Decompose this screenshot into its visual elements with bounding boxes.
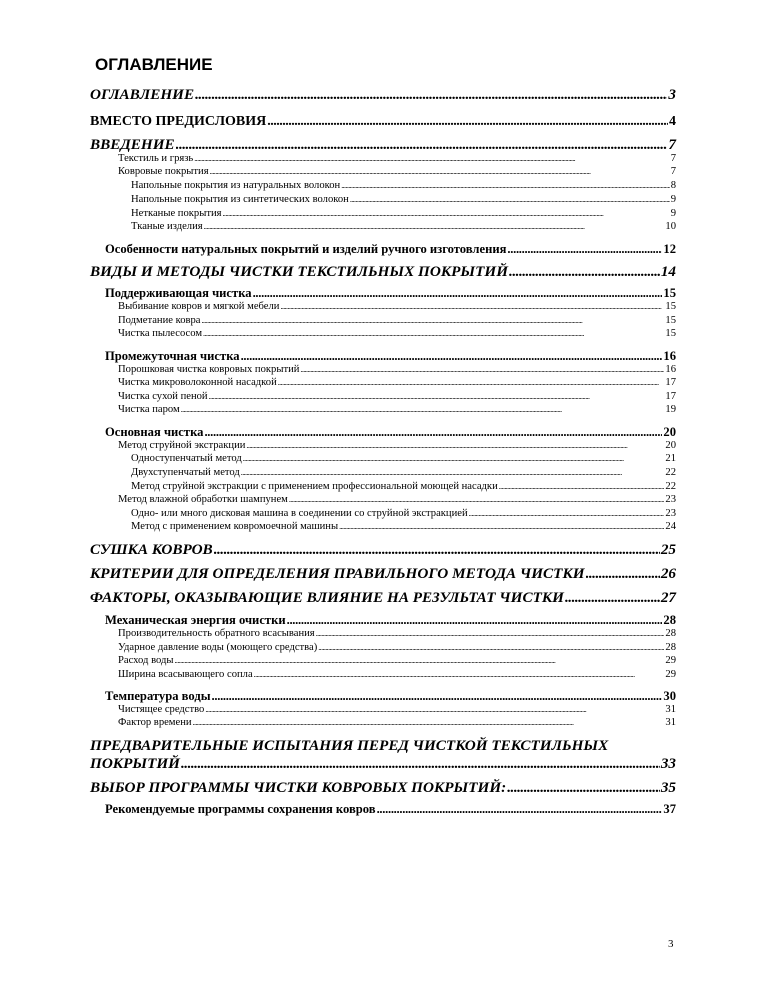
toc-entry-level-2[interactable]	[105, 349, 676, 364]
toc-page-number: 29	[665, 669, 676, 680]
toc-dot-leader	[181, 405, 665, 414]
toc-page-number: 7	[668, 136, 676, 153]
toc-dot-leader	[507, 779, 660, 797]
toc-entry-level-3[interactable]	[118, 328, 676, 339]
toc-page-number: 23	[665, 508, 676, 519]
toc-entry-level-3[interactable]	[118, 404, 676, 415]
toc-entry-title: Чистка паром	[118, 404, 180, 415]
toc-page-number: 9	[670, 208, 676, 219]
toc-entry-level-3[interactable]	[118, 669, 676, 680]
toc-entry-title: Рекомендуемые программы сохранения ковров	[105, 802, 376, 816]
toc-page-number: 26	[660, 565, 676, 582]
toc-page-number: 31	[665, 717, 676, 728]
toc-entry-level-3[interactable]	[118, 717, 676, 728]
toc-entry-title: Особенности натуральных покрытий и изделий ручного изготовления	[105, 242, 507, 256]
toc-entry-level-3[interactable]	[118, 391, 676, 402]
toc-dot-leader	[205, 705, 664, 714]
toc-page-number: 4	[669, 114, 676, 129]
toc-page-number: 33	[660, 755, 676, 772]
toc-page-number: 28	[665, 628, 676, 639]
toc-entry-title: КРИТЕРИИ ДЛЯ ОПРЕДЕЛЕНИЯ ПРАВИЛЬНОГО МЕТОДА ЧИСТКИ	[90, 565, 585, 582]
toc-entry-title: Метод струйной экстракции	[118, 440, 246, 451]
toc-entry-level-3[interactable]	[118, 301, 676, 312]
toc-dot-leader	[316, 629, 665, 638]
toc-dot-leader	[339, 522, 664, 531]
toc-page-number: 28	[665, 642, 676, 653]
toc-page-number: 31	[665, 704, 676, 715]
toc-dot-leader	[241, 468, 665, 477]
toc-entry-level-3[interactable]	[118, 153, 676, 164]
toc-entry-level-3[interactable]	[118, 655, 676, 666]
toc-entry-title: Температура воды	[105, 689, 211, 703]
toc-page-number: 30	[663, 689, 676, 703]
toc-entry-level-4[interactable]	[131, 521, 676, 532]
toc-entry-title: Напольные покрытия из натуральных волокон	[131, 180, 341, 191]
toc-dot-leader	[341, 181, 669, 190]
toc-entry-title: Чистящее средство	[118, 704, 205, 715]
toc-entry-title: ОГЛАВЛЕНИЕ	[90, 86, 195, 103]
toc-page-number: 24	[665, 521, 676, 532]
toc-entry-title: СУШКА КОВРОВ	[90, 541, 213, 558]
toc-entry-title: Ударное давление воды (моющего средства)	[118, 642, 318, 653]
toc-entry-level-2[interactable]	[105, 286, 676, 301]
toc-entry-level-3[interactable]	[118, 315, 676, 326]
toc-entry-level-1[interactable]	[90, 565, 676, 583]
toc-entry-title: Порошковая чистка ковровых покрытий	[118, 364, 300, 375]
toc-dot-leader	[210, 167, 670, 176]
toc-entry-level-1[interactable]	[90, 263, 676, 281]
toc-entry-level-3[interactable]	[118, 440, 676, 451]
toc-page-number: 14	[660, 263, 676, 280]
toc-dot-leader	[267, 114, 668, 130]
toc-page-number: 8	[670, 180, 676, 191]
toc-dot-leader	[176, 136, 668, 154]
toc-page-number: 9	[670, 194, 676, 205]
toc-entry-level-2[interactable]	[105, 242, 676, 257]
toc-dot-leader	[565, 589, 660, 607]
toc-dot-leader	[241, 349, 663, 364]
toc-dot-leader	[509, 263, 660, 281]
toc-entry-title: Текстиль и грязь	[118, 153, 194, 164]
toc-entry-level-4[interactable]	[131, 508, 676, 519]
toc-entry-level-3[interactable]	[118, 377, 676, 388]
toc-entry-title: Подметание ковра	[118, 315, 201, 326]
toc-entry-level-3[interactable]	[118, 628, 676, 639]
toc-entry-title: Ширина всасывающего сопла	[118, 669, 253, 680]
toc-dot-leader	[203, 329, 664, 338]
toc-dot-leader	[181, 755, 660, 773]
toc-dot-leader	[280, 302, 664, 311]
toc-dot-leader	[254, 670, 665, 679]
toc-page-number: 28	[663, 613, 676, 627]
toc-entry-level-1[interactable]	[90, 86, 676, 104]
toc-dot-leader	[287, 613, 663, 628]
toc-dot-leader	[253, 286, 663, 301]
toc-entry-level-3[interactable]	[118, 704, 676, 715]
toc-entry-title: Нетканые покрытия	[131, 208, 222, 219]
toc-dot-leader	[586, 565, 660, 583]
toc-page-number: 15	[665, 301, 676, 312]
toc-page-number: 10	[665, 221, 676, 232]
toc-entry-title: ВВЕДЕНИЕ	[90, 136, 175, 153]
toc-dot-leader	[194, 154, 669, 163]
toc-entry-level-2[interactable]	[105, 425, 676, 440]
toc-dot-leader	[243, 454, 665, 463]
toc-dot-leader	[193, 718, 665, 727]
toc-entry-level-4[interactable]	[131, 467, 676, 478]
toc-page-number: 17	[665, 377, 676, 388]
toc-entry-title: Чистка сухой пеной	[118, 391, 208, 402]
toc-entry-title: Метод струйной экстракции с применением профессиональной моющей насадки	[131, 481, 498, 492]
toc-dot-leader	[246, 441, 664, 450]
toc-dot-leader	[278, 378, 665, 387]
toc-page-number: 17	[665, 391, 676, 402]
toc-dot-leader	[214, 541, 660, 559]
toc-entry-level-1[interactable]	[90, 779, 676, 797]
toc-entry-title: Одно- или много дисковая машина в соединении со струйной экстракцией	[131, 508, 468, 519]
toc-entry-level-4[interactable]	[131, 180, 676, 191]
toc-entry-level-4[interactable]	[131, 481, 676, 492]
toc-entry-level-4[interactable]	[131, 208, 676, 219]
toc-dot-leader	[318, 643, 664, 652]
toc-entry-level-3[interactable]	[118, 364, 676, 375]
toc-entry-level-4[interactable]	[131, 453, 676, 464]
toc-entry-level-1[interactable]	[90, 114, 676, 130]
document-heading: ОГЛАВЛЕНИЕ	[95, 55, 213, 74]
toc-page-number: 7	[670, 166, 676, 177]
toc-entry-level-4[interactable]	[131, 221, 676, 232]
toc-entry-level-2[interactable]	[105, 802, 676, 817]
toc-entry-title: Фактор времени	[118, 717, 192, 728]
toc-entry-title: Выбивание ковров и мягкой мебели	[118, 301, 280, 312]
toc-entry-title: Метод с применением ковромоечной машины	[131, 521, 339, 532]
toc-dot-leader	[289, 495, 665, 504]
toc-page-number: 12	[663, 242, 676, 256]
toc-entry-title-wrapped[interactable]: ПРЕДВАРИТЕЛЬНЫЕ ИСПЫТАНИЯ ПЕРЕД ЧИСТКОЙ ТЕКСТИЛЬНЫХ	[90, 737, 609, 754]
toc-entry-title: Тканые изделия	[131, 221, 203, 232]
toc-entry-level-3[interactable]	[118, 166, 676, 177]
toc-entry-title: Напольные покрытия из синтетических волокон	[131, 194, 349, 205]
toc-entry-title: Двухступенчатый метод	[131, 467, 240, 478]
toc-page-number: 16	[665, 364, 676, 375]
toc-entry-title: ВИДЫ И МЕТОДЫ ЧИСТКИ ТЕКСТИЛЬНЫХ ПОКРЫТИЙ	[90, 263, 509, 280]
toc-entry-title: ПОКРЫТИЙ	[90, 755, 180, 772]
toc-page-number: 19	[665, 404, 676, 415]
toc-page-number: 20	[665, 440, 676, 451]
toc-entry-title: Чистка пылесосом	[118, 328, 203, 339]
toc-dot-leader	[499, 482, 665, 491]
toc-dot-leader	[175, 656, 665, 665]
page-number: 3	[668, 938, 674, 950]
toc-page-number: 23	[665, 494, 676, 505]
toc-dot-leader	[350, 195, 670, 204]
toc-entry-level-2[interactable]	[105, 689, 676, 704]
toc-page-number: 7	[670, 153, 676, 164]
toc-entry-title: Одноступенчатый метод	[131, 453, 242, 464]
toc-dot-leader	[195, 86, 667, 104]
toc-entry-level-1[interactable]	[90, 755, 676, 773]
toc-entry-level-4[interactable]	[131, 194, 676, 205]
toc-page-number: 25	[660, 541, 676, 558]
toc-page-number: 22	[665, 481, 676, 492]
toc-dot-leader	[507, 242, 662, 257]
toc-entry-title: ВЫБОР ПРОГРАММЫ ЧИСТКИ КОВРОВЫХ ПОКРЫТИЙ:	[90, 779, 507, 796]
toc-entry-title: Расход воды	[118, 655, 174, 666]
toc-page-number: 21	[665, 453, 676, 464]
toc-dot-leader	[469, 509, 665, 518]
toc-dot-leader	[212, 689, 663, 704]
toc-entry-title: Производительность обратного всасывания	[118, 628, 315, 639]
toc-entry-level-1[interactable]	[90, 136, 676, 154]
toc-entry-title: ФАКТОРЫ, ОКАЗЫВАЮЩИЕ ВЛИЯНИЕ НА РЕЗУЛЬТАТ ЧИСТКИ	[90, 589, 564, 606]
toc-entry-title: Чистка микроволоконной насадкой	[118, 377, 277, 388]
toc-page-number: 22	[665, 467, 676, 478]
toc-entry-level-1[interactable]	[90, 541, 676, 559]
toc-page-number: 35	[660, 779, 676, 796]
toc-page-number: 15	[665, 315, 676, 326]
toc-dot-leader	[223, 209, 670, 218]
toc-entry-title: Основная чистка	[105, 425, 204, 439]
toc-page-number: 29	[665, 655, 676, 666]
toc-entry-level-3[interactable]	[118, 642, 676, 653]
toc-entry-title: Метод влажной обработки шампунем	[118, 494, 288, 505]
toc-dot-leader	[300, 365, 664, 374]
toc-page-number: 37	[663, 802, 676, 816]
toc-entry-title: Механическая энергия очистки	[105, 613, 286, 627]
toc-dot-leader	[209, 392, 665, 401]
toc-dot-leader	[204, 425, 662, 440]
toc-entry-level-1[interactable]	[90, 589, 676, 607]
toc-entry-title: Промежуточная чистка	[105, 349, 240, 363]
toc-page-number: 15	[663, 286, 676, 300]
toc-page-number: 3	[668, 86, 676, 103]
toc-entry-level-3[interactable]	[118, 494, 676, 505]
toc-page-number: 15	[665, 328, 676, 339]
toc-dot-leader	[202, 316, 665, 325]
toc-entry-level-2[interactable]	[105, 613, 676, 628]
toc-entry-title: Поддерживающая чистка	[105, 286, 252, 300]
toc-page-number: 16	[663, 349, 676, 363]
toc-page-number: 20	[663, 425, 676, 439]
toc-dot-leader	[204, 222, 665, 231]
toc-entry-title: ВМЕСТО ПРЕДИСЛОВИЯ	[90, 114, 267, 129]
toc-page-number: 27	[660, 589, 676, 606]
toc-entry-title: Ковровые покрытия	[118, 166, 209, 177]
toc-dot-leader	[377, 802, 663, 817]
